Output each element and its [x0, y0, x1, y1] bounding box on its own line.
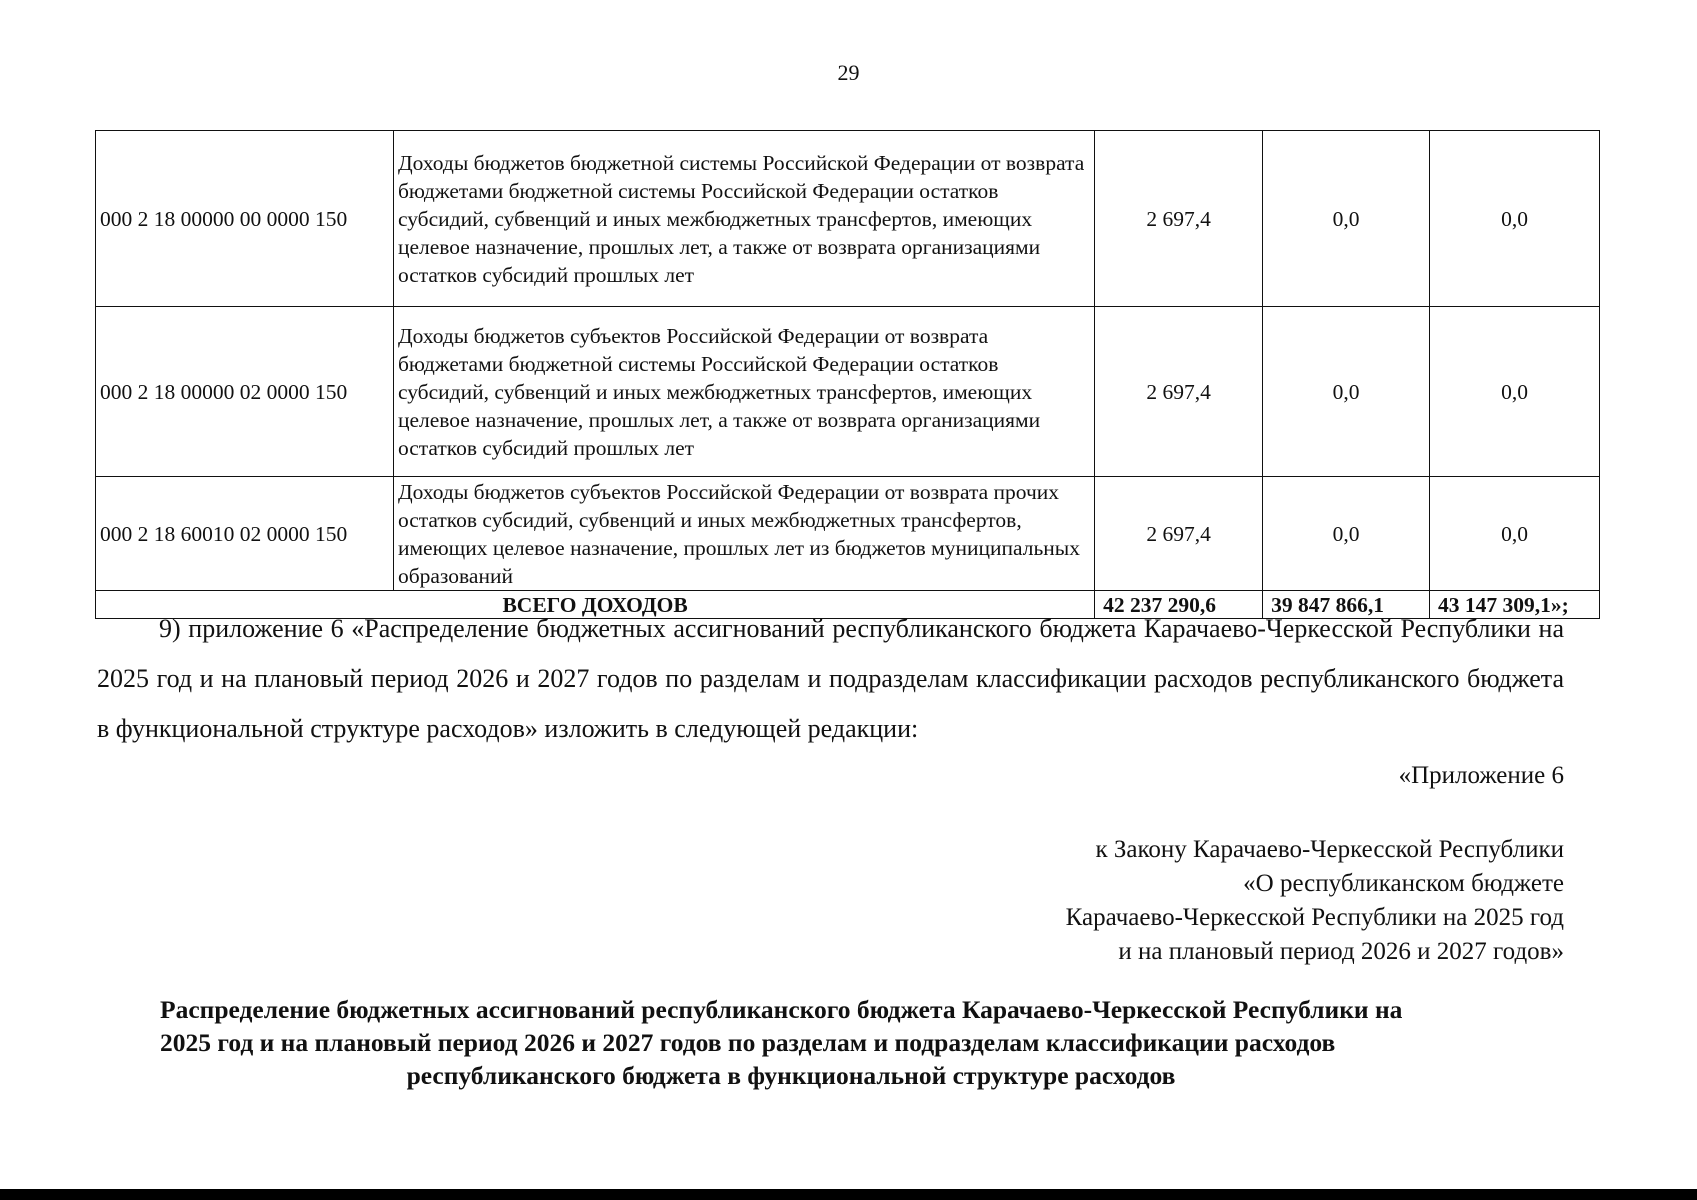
- revenue-name-cell: Доходы бюджетов бюджетной системы Российской Федерации от возврата бюджетами бюджетной системы Российской Федерации остатков субсидий, субвенций и иных межбюджетных трансфертов, имеющих целевое назначение, прошлых лет, а также от возврата организациями остатков субсидий прошлых лет: [393, 131, 1094, 307]
- amount-2026-cell: 0,0: [1263, 477, 1430, 591]
- amount-2026-cell: 0,0: [1263, 131, 1430, 307]
- budget-code-cell: 000 2 18 00000 02 0000 150: [96, 307, 394, 477]
- heading-line: 2025 год и на плановый период 2026 и 2027 годов по разделам и подразделам классификации расходов: [160, 1028, 1336, 1057]
- appendix-reference-line: Карачаево-Черкесской Республики на 2025 год: [1065, 904, 1564, 931]
- appendix-title: «Приложение 6: [1398, 762, 1564, 789]
- table-row: [96, 477, 1600, 591]
- heading-line: республиканского бюджета в функциональной структуре расходов: [406, 1061, 1176, 1090]
- appendix-reference-line: к Закону Карачаево-Черкесской Республики: [1095, 836, 1564, 863]
- page-number: 29: [837, 60, 860, 85]
- table-row: [96, 131, 1600, 307]
- appendix-reference-line: «О республиканском бюджете: [1243, 870, 1564, 897]
- amount-2025-cell: 2 697,4: [1095, 477, 1263, 591]
- heading-line: Распределение бюджетных ассигнований республиканского бюджета Карачаево-Черкесской Республики на: [160, 995, 1403, 1024]
- budget-code-cell: 000 2 18 60010 02 0000 150: [96, 477, 394, 591]
- amendment-paragraph: 9) приложение 6 «Распределение бюджетных ассигнований республиканского бюджета Карачаево-Черкесской Республики на 2025 год и на плановый период 2026 и 2027 годов по разделам и подразделам классификации расходов республиканского бюджета в функциональной структуре расходов» изложить в следующей редакции:: [97, 614, 1564, 743]
- total-2026-cell: 39 847 866,1: [1263, 591, 1430, 619]
- total-label: ВСЕГО ДОХОДОВ: [96, 591, 1095, 619]
- amount-2025-cell: 2 697,4: [1095, 307, 1263, 477]
- revenue-table: [95, 130, 1600, 619]
- appendix-reference-line: и на плановый период 2026 и 2027 годов»: [1118, 938, 1564, 965]
- appendix-reference: [1066, 833, 1564, 969]
- amount-2027-cell: 0,0: [1430, 131, 1600, 307]
- amount-2027-cell: 0,0: [1430, 477, 1600, 591]
- document-heading: [160, 993, 1565, 1092]
- amount-2027-cell: 0,0: [1430, 307, 1600, 477]
- amount-2025-cell: 2 697,4: [1095, 131, 1263, 307]
- revenue-name-cell: Доходы бюджетов субъектов Российской Федерации от возврата прочих остатков субсидий, субвенций и иных межбюджетных трансфертов, имеющих целевое назначение, прошлых лет из бюджетов муниципальных образований: [393, 477, 1094, 591]
- table-row: [96, 307, 1600, 477]
- amount-2026-cell: 0,0: [1263, 307, 1430, 477]
- revenue-name-cell: Доходы бюджетов субъектов Российской Федерации от возврата бюджетами бюджетной системы Российской Федерации остатков субсидий, субвенций и иных межбюджетных трансфертов, имеющих целевое назначение, прошлых лет, а также от возврата организациями остатков субсидий прошлых лет: [393, 307, 1094, 477]
- total-2027-cell: 43 147 309,1»;: [1430, 591, 1600, 619]
- total-2025-cell: 42 237 290,6: [1095, 591, 1263, 619]
- budget-code-cell: 000 2 18 00000 00 0000 150: [96, 131, 394, 307]
- scan-border: [0, 1189, 1697, 1200]
